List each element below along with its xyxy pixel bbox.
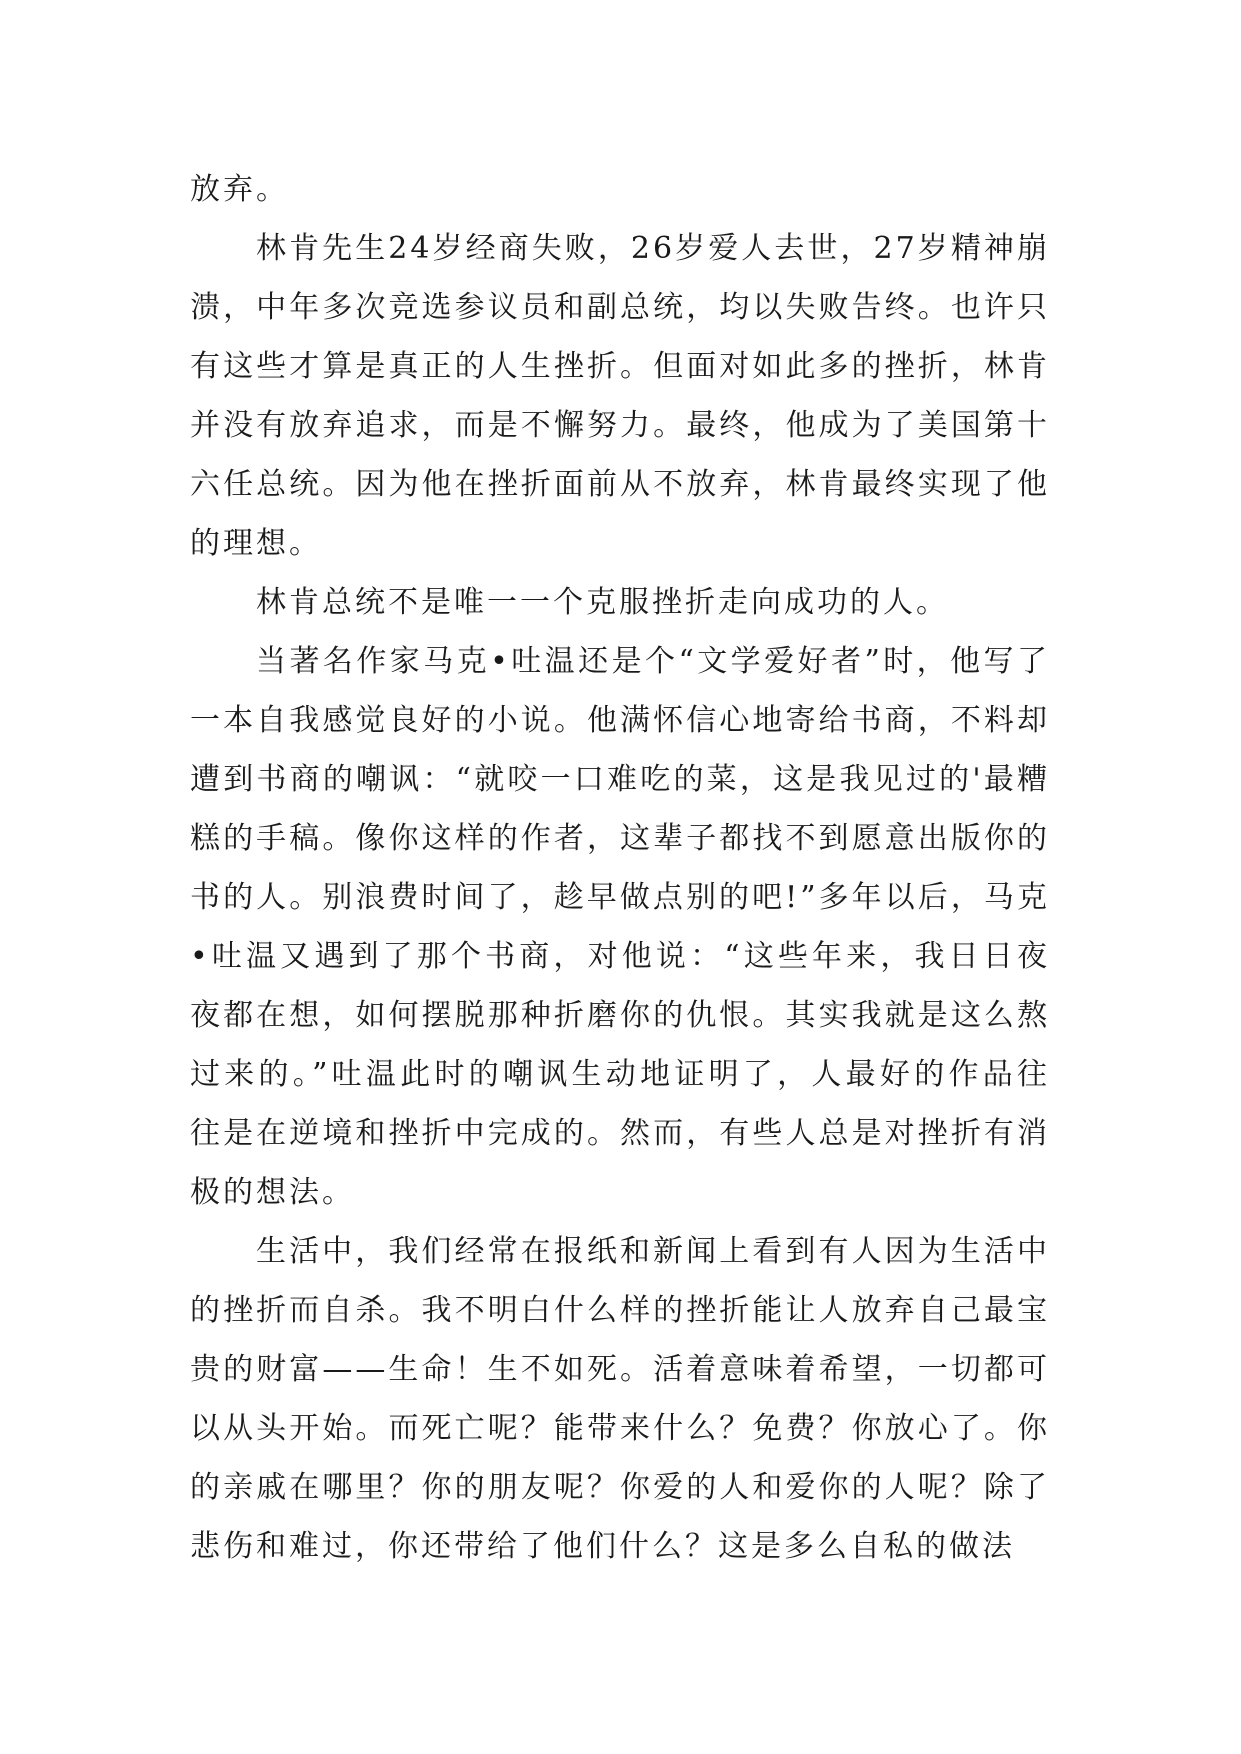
paragraph-life: 生活中，我们经常在报纸和新闻上看到有人因为生活中的挫折而自杀。我不明白什么样的挫折能让人放弃自己最宝贵的财富——生命！生不如死。活着意味着希望，一切都可以从头开始。而死亡呢？能带来什么？免费？你放心了。你的亲戚在哪里？你的朋友呢？你爱的人和爱你的人呢？除了悲伤和难过，你还带给了他们什么？这是多么自私的做法 (190, 1234, 1050, 1564)
paragraph-continuation: 放弃。 (190, 172, 289, 207)
paragraph-transition: 林肯总统不是唯一一个克服挫折走向成功的人。 (256, 585, 949, 620)
body-text (190, 160, 1050, 1576)
paragraph-mark-twain: 当著名作家马克•吐温还是个“文学爱好者”时，他写了一本自我感觉良好的小说。他满怀信心地寄给书商，不料却遭到书商的嘲讽：“就咬一口难吃的菜，这是我见过的'最糟糕的手稿。像你这样的作者，这辈子都找不到愿意出版你的书的人。别浪费时间了，趁早做点别的吧!”多年以后，马克•吐温又遇到了那个书商，对他说：“这些年来，我日日夜夜都在想，如何摆脱那种折磨你的仇恨。其实我就是这么熬过来的。”吐温此时的嘲讽生动地证明了，人最好的作品往往是在逆境和挫折中完成的。然而，有些人总是对挫折有消极的想法。 (190, 644, 1050, 1210)
paragraph-lincoln: 林肯先生24岁经商失败，26岁爱人去世，27岁精神崩溃，中年多次竞选参议员和副总统，均以失败告终。也许只有这些才算是真正的人生挫折。但面对如此多的挫折，林肯并没有放弃追求，而是不懈努力。最终，他成为了美国第十六任总统。因为他在挫折面前从不放弃，林肯最终实现了他的理想。 (190, 231, 1050, 561)
